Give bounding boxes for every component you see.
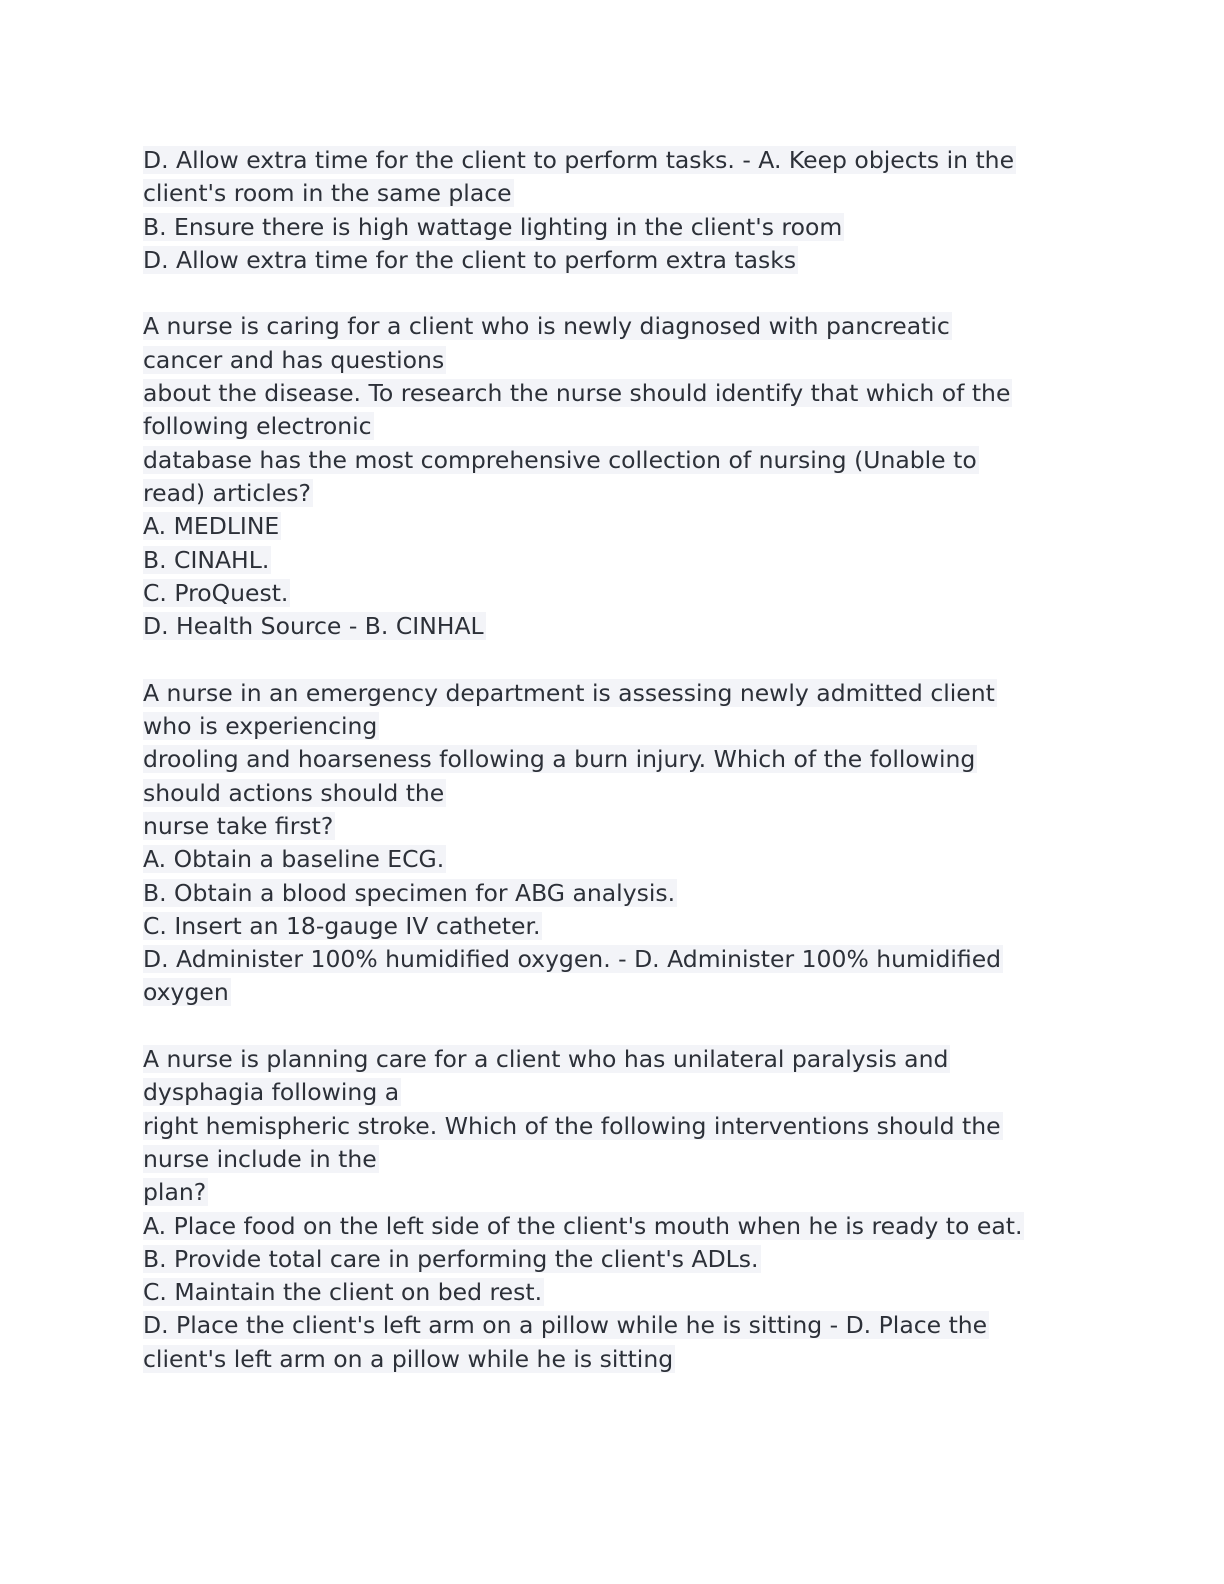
answer-option: B. Obtain a blood specimen for ABG analysis. (143, 878, 676, 907)
document-page (143, 144, 1083, 1376)
text-line: right hemispheric stroke. Which of the following interventions should the (143, 1111, 1001, 1140)
answer-option: A. Place food on the left side of the client's mouth when he is ready to eat. (143, 1211, 1023, 1240)
answer-option: D. Health Source - B. CINHAL (143, 612, 484, 641)
answer-option: B. CINAHL. (143, 545, 270, 574)
paragraph-gap (143, 643, 1083, 676)
text-line: A nurse is caring for a client who is newly diagnosed with pancreatic (143, 312, 950, 341)
text-line: drooling and hoarseness following a burn injury. Which of the following (143, 745, 976, 774)
question-block (143, 1043, 1083, 1376)
text-line: D. Allow extra time for the client to perform extra tasks (143, 245, 797, 274)
text-line: dysphagia following a (143, 1078, 400, 1107)
answer-option: C. Maintain the client on bed rest. (143, 1278, 543, 1307)
answer-option: D. Place the client's left arm on a pillow while he is sitting - D. Place the (143, 1311, 988, 1340)
answer-option: A. MEDLINE (143, 512, 280, 541)
text-line: nurse include in the (143, 1144, 377, 1173)
question-block (143, 310, 1083, 643)
answer-option: client's left arm on a pillow while he is sitting (143, 1344, 674, 1373)
text-line: D. Allow extra time for the client to perform tasks. - A. Keep objects in the (143, 146, 1015, 174)
text-line: B. Ensure there is high wattage lighting in the client's room (143, 212, 843, 241)
text-line: read) articles? (143, 478, 311, 507)
answer-option: C. ProQuest. (143, 578, 289, 607)
text-line: plan? (143, 1178, 207, 1207)
paragraph-gap (143, 1010, 1083, 1043)
answer-option: C. Insert an 18-gauge IV catheter. (143, 911, 541, 940)
text-line: A nurse is planning care for a client who has unilateral paralysis and (143, 1045, 949, 1074)
paragraph-gap (143, 277, 1083, 310)
answer-option: D. Administer 100% humidified oxygen. - D. Administer 100% humidified (143, 945, 1002, 974)
question-block (143, 677, 1083, 1010)
text-line: A nurse in an emergency department is assessing newly admitted client (143, 678, 995, 707)
text-line: cancer and has questions (143, 345, 445, 374)
text-line: should actions should the (143, 778, 445, 807)
text-block (143, 144, 1083, 277)
text-line: following electronic (143, 412, 372, 441)
text-line: nurse take first? (143, 811, 334, 840)
answer-option: oxygen (143, 978, 229, 1007)
answer-option: A. Obtain a baseline ECG. (143, 845, 445, 874)
text-line: who is experiencing (143, 712, 378, 741)
answer-option: B. Provide total care in performing the client's ADLs. (143, 1244, 759, 1273)
text-line: client's room in the same place (143, 179, 512, 208)
text-line: database has the most comprehensive collection of nursing (Unable to (143, 445, 977, 474)
text-line: about the disease. To research the nurse should identify that which of the (143, 379, 1011, 408)
